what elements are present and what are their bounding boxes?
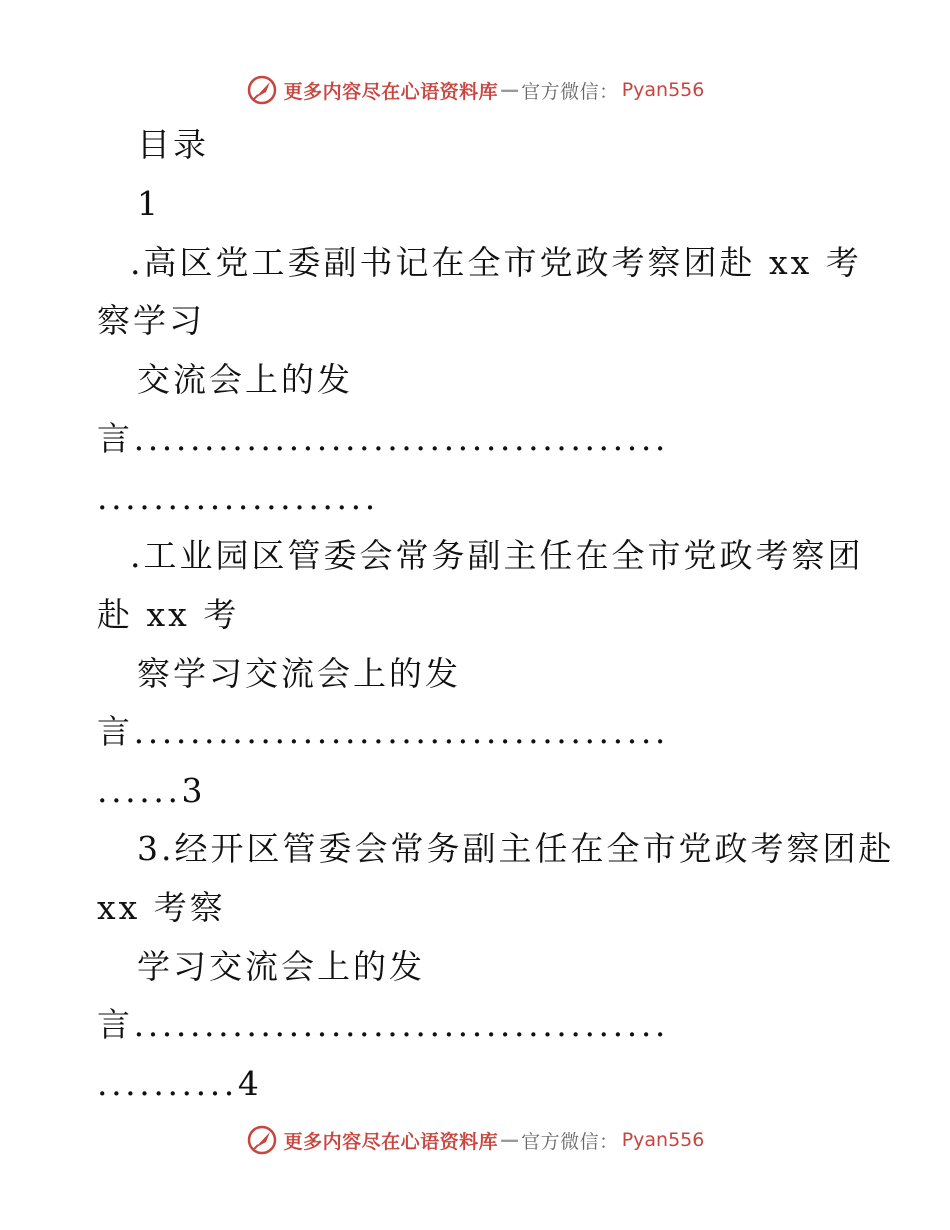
toc-entry-3-leader-cont: ..........4 xyxy=(97,1064,263,1103)
toc-entry-1-line1: .高区党工委副书记在全市党政考察团赴 xx 考 xyxy=(130,243,862,282)
toc-entry-3-line2: xx 考察 xyxy=(97,888,226,927)
banner-main-text: 更多内容尽在心语资料库 xyxy=(283,1130,499,1153)
toc-entry-2-line3: 察学习交流会上的发 xyxy=(137,654,461,693)
toc-number: 1 xyxy=(137,184,161,223)
toc-entry-1-leader: 言...................................... xyxy=(97,419,670,458)
toc-entry-2-leader: 言...................................... xyxy=(97,712,670,751)
toc-entry-2-line1: .工业园区管委会常务副主任在全市党政考察团 xyxy=(130,536,864,575)
banner-sub-text: 官方微信： xyxy=(521,80,619,103)
quill-logo-icon xyxy=(246,74,278,106)
toc-title: 目录 xyxy=(137,125,209,164)
banner-sub-text: 官方微信： xyxy=(521,1130,619,1153)
toc-entry-3-line1: 3.经开区管委会常务副主任在全市党政考察团赴 xyxy=(137,829,895,868)
toc-entry-1-line3: 交流会上的发 xyxy=(137,360,353,399)
toc-entry-2-line2: 赴 xx 考 xyxy=(97,595,240,634)
toc-entry-3-line3: 学习交流会上的发 xyxy=(137,947,425,986)
banner-separator: — xyxy=(500,79,520,101)
banner-main-text: 更多内容尽在心语资料库 xyxy=(283,80,499,103)
banner-wechat-id: Pyan556 xyxy=(621,79,705,101)
header-banner xyxy=(0,70,950,110)
quill-logo-icon xyxy=(246,1124,278,1156)
toc-entry-2-leader-cont: ......3 xyxy=(97,771,207,810)
footer-banner xyxy=(0,1120,950,1160)
toc-entry-1-line2: 察学习 xyxy=(97,301,205,340)
toc-entry-1-leader-cont: .................... xyxy=(97,478,379,517)
banner-wechat-id: Pyan556 xyxy=(621,1129,705,1151)
toc-entry-3-leader: 言...................................... xyxy=(97,1005,670,1044)
banner-separator: — xyxy=(500,1129,520,1151)
